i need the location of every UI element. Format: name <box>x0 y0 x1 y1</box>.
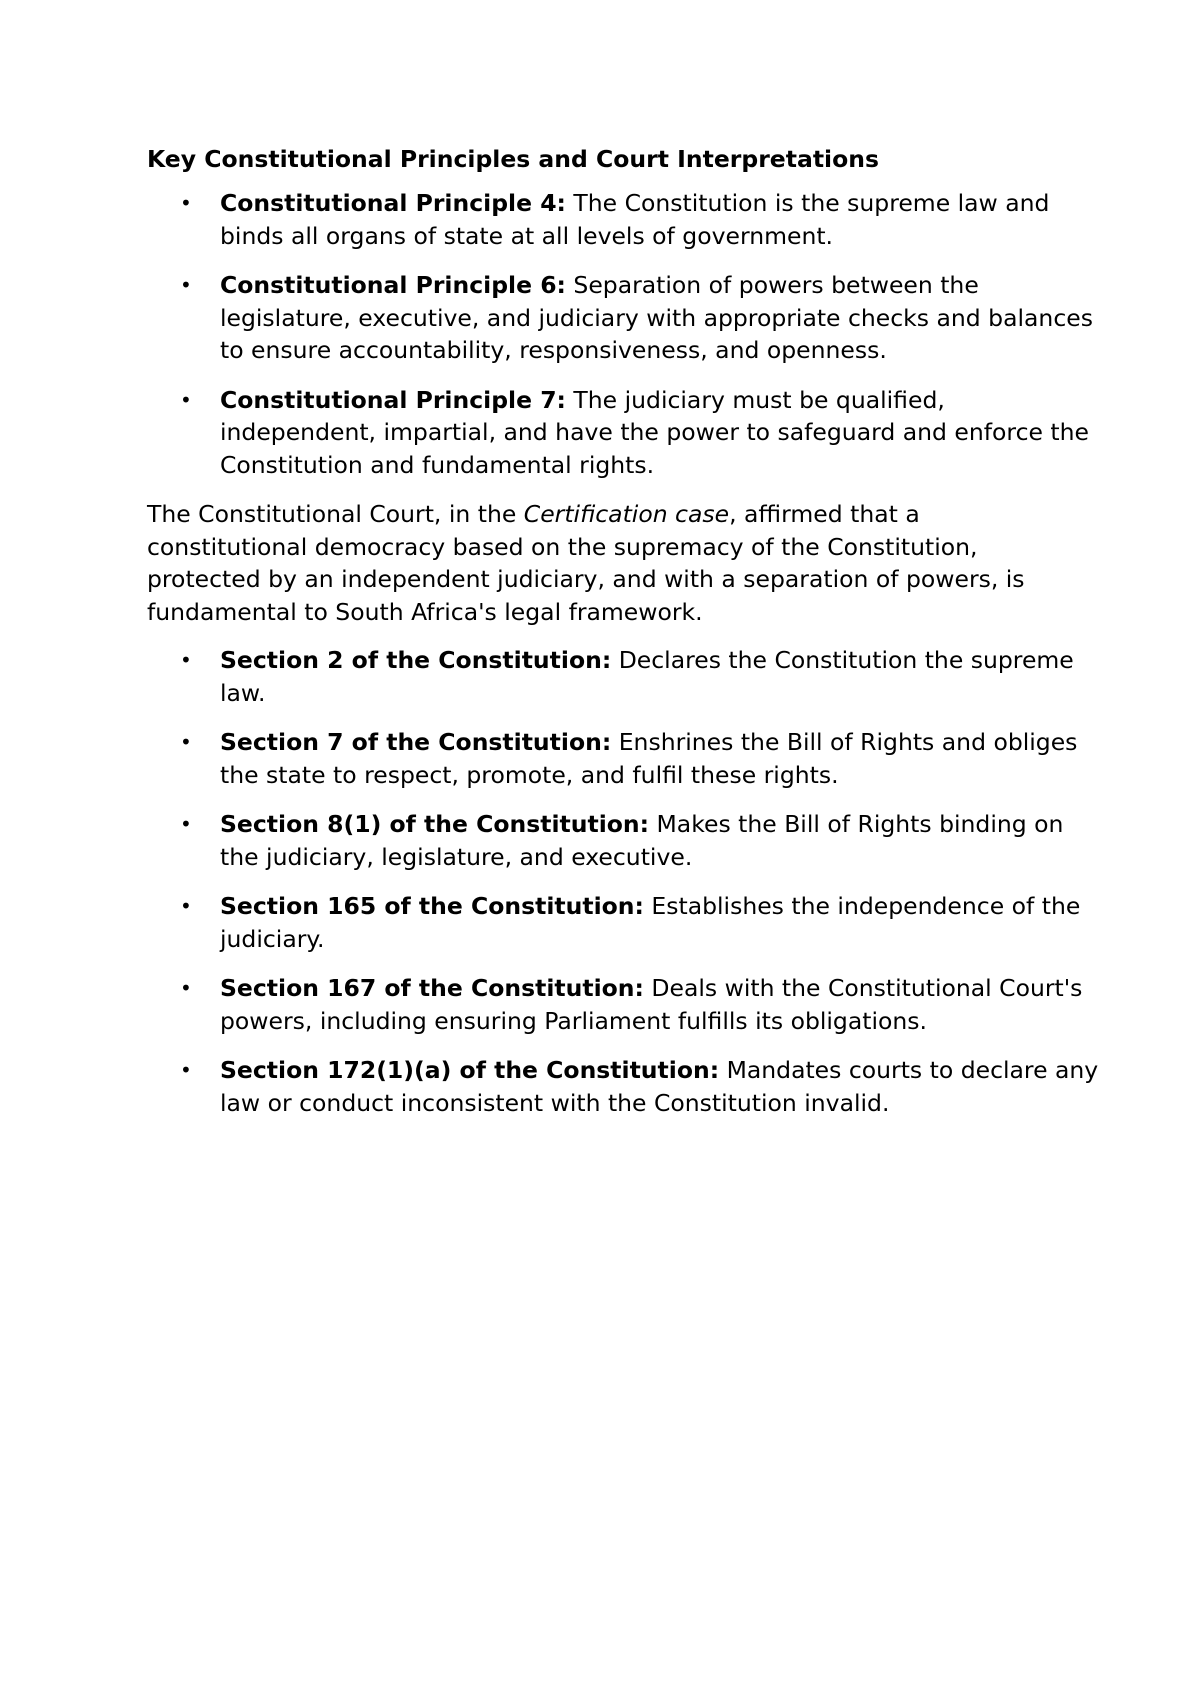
section-term: Section 165 of the Constitution: <box>220 892 644 920</box>
section-term: Section 167 of the Constitution: <box>220 974 644 1002</box>
paragraph-text-before: The Constitutional Court, in the <box>147 500 524 528</box>
document-heading: Key Constitutional Principles and Court Interpretations <box>147 145 879 173</box>
certification-paragraph <box>147 498 1067 628</box>
list-item-section-172-1-a <box>147 1054 1100 1119</box>
principle-text: The Constitution is the supreme law and binds all organs of state at all levels of government. <box>220 189 1050 250</box>
paragraph-case-name: Certification case <box>523 500 730 528</box>
list-item-section-8-1 <box>147 808 1100 873</box>
section-text: Enshrines the Bill of Rights and obliges the state to respect, promote, and fulfil these rights. <box>220 728 1078 789</box>
section-term: Section 172(1)(a) of the Constitution: <box>220 1056 720 1084</box>
section-text: Makes the Bill of Rights binding on the judiciary, legislature, and executive. <box>220 810 1064 871</box>
principle-text: The judiciary must be qualified, independent, impartial, and have the power to safeguard and enforce the Constitution and fundamental rights. <box>220 385 1089 479</box>
section-term: Section 7 of the Constitution: <box>220 728 612 756</box>
section-text: Establishes the independence of the judiciary. <box>220 892 1081 953</box>
bullet-icon: • <box>180 1058 192 1082</box>
bullet-icon: • <box>180 894 192 918</box>
list-item-section-165 <box>147 890 1100 955</box>
bullet-icon: • <box>180 812 192 836</box>
principle-term: Constitutional Principle 4: <box>220 189 566 217</box>
section-text: Mandates courts to declare any law or conduct inconsistent with the Constitution invalid. <box>220 1056 1099 1117</box>
list-item-section-7 <box>147 726 1100 791</box>
sections-list <box>147 644 1099 1119</box>
section-term: Section 8(1) of the Constitution: <box>220 810 650 838</box>
section-text: Declares the Constitution the supreme law. <box>220 646 1074 707</box>
list-item-principle-4 <box>147 187 1100 252</box>
bullet-icon: • <box>180 648 192 672</box>
bullet-icon: • <box>180 191 192 215</box>
section-text: Deals with the Constitutional Court's powers, including ensuring Parliament fulfills its obligations. <box>220 974 1083 1035</box>
list-item-section-167 <box>147 972 1100 1037</box>
bullet-icon: • <box>180 976 192 1000</box>
principles-list <box>147 187 1093 481</box>
bullet-icon: • <box>180 730 192 754</box>
principle-text: Separation of powers between the legislature, executive, and judiciary with appropriate checks and balances to ensure accountability, responsiveness, and openness. <box>220 271 1093 364</box>
list-item-principle-6 <box>147 269 1100 367</box>
list-item-section-2 <box>147 644 1100 709</box>
principle-term: Constitutional Principle 7: <box>220 385 566 414</box>
principle-term: Constitutional Principle 6: <box>220 271 566 299</box>
section-term: Section 2 of the Constitution: <box>220 646 612 674</box>
paragraph-text-after: , affirmed that a constitutional democracy based on the supremacy of the Constitution, protected by an independent judiciary, and with a separation of powers, is fundamental to South Africa's legal framework. <box>147 500 1025 626</box>
bullet-icon: • <box>180 387 192 412</box>
list-item-principle-7 <box>147 384 1100 482</box>
bullet-icon: • <box>180 273 192 297</box>
